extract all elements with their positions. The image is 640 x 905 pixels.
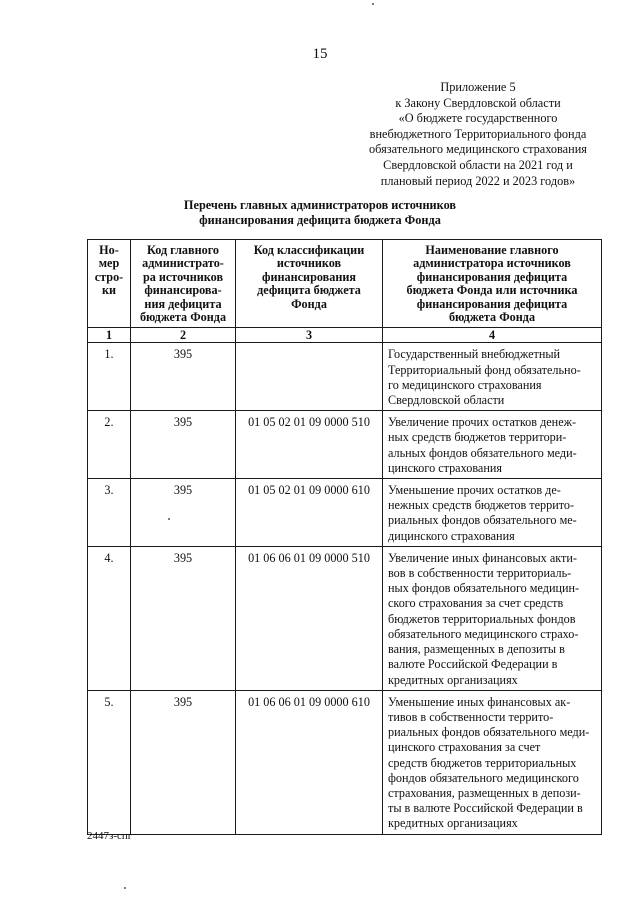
table-header-row [88, 240, 602, 328]
table-row [88, 690, 602, 834]
classification-code: 01 05 02 01 09 0000 610 [236, 479, 383, 547]
header-admin-code: Код главного администрато- ра источников финансирова- ния дефицита бюджета Фонда [131, 240, 236, 328]
header-row-number: Но- мер стро- ки [88, 240, 131, 328]
appendix-line: Приложение 5 [440, 80, 516, 94]
column-number: 2 [131, 328, 236, 343]
row-number: 2. [88, 411, 131, 479]
row-number: 5. [88, 690, 131, 834]
table-row [88, 479, 602, 547]
classification-code: 01 06 06 01 09 0000 510 [236, 546, 383, 690]
header-name: Наименование главного администратора источников финансирования дефицита бюджета Фонда или источника финансирования дефицита бюджета Фонда [383, 240, 602, 328]
source-name: Увеличение прочих остатков денеж- ных средств бюджетов территори- альных фондов обязательного меди- цинского страхования [383, 411, 602, 479]
appendix-header [360, 80, 596, 189]
row-number: 4. [88, 546, 131, 690]
admin-code: 395 [131, 690, 236, 834]
table-row [88, 546, 602, 690]
appendix-line: плановый период 2022 и 2023 годов» [380, 173, 576, 188]
source-name: Уменьшение иных финансовых ак- тивов в собственности террито- риальных фондов обязательного меди- цинского страхования за счет средств бюджетов территориальных фондов обязательного медицинского страхования, размещенных в депози- ты в валюте Российской Федерации в кредитных организациях [383, 690, 602, 834]
column-number: 4 [383, 328, 602, 343]
scan-speck [168, 518, 170, 520]
appendix-line: к Закону Свердловской области [395, 95, 561, 110]
row-number: 3. [88, 479, 131, 547]
table-row [88, 343, 602, 411]
source-name: Увеличение иных финансовых акти- вов в собственности территориаль- ных фондов обязательного медицин- ского страхования за счет средств бюджетов территориальных фондов обязательного медицинского страхо- вания, размещенных в депозиты в валюте Российской Федерации в кредитных организациях [383, 546, 602, 690]
column-number-row [88, 328, 602, 343]
appendix-line: Свердловской области на 2021 год и [383, 157, 573, 172]
column-number: 3 [236, 328, 383, 343]
administrator-name: Государственный внебюджетный Территориальный фонд обязательно- го медицинского страхования Свердловской области [383, 343, 602, 411]
page-number: 15 [312, 46, 328, 62]
title-line: Перечень главных администраторов источников [183, 198, 457, 212]
appendix-line: внебюджетного Территориального фонда [369, 126, 587, 141]
scan-speck [124, 887, 126, 889]
scan-speck [372, 3, 374, 5]
document-code: 2447з-спг [87, 830, 133, 842]
appendix-line: «О бюджете государственного [398, 111, 558, 126]
column-number: 1 [88, 328, 131, 343]
table-row [88, 411, 602, 479]
header-classification-code: Код классификации источников финансирования дефицита бюджета Фонда [236, 240, 383, 328]
classification-code: 01 06 06 01 09 0000 610 [236, 690, 383, 834]
classification-code [236, 343, 383, 411]
document-title [0, 198, 640, 228]
administrators-table [87, 239, 602, 835]
appendix-line: обязательного медицинского страхования [369, 142, 587, 157]
source-name: Уменьшение прочих остатков де- нежных средств бюджетов террито- риальных фондов обязательного ме- дицинского страхования [383, 479, 602, 547]
admin-code: 395 [131, 343, 236, 411]
title-line: финансирования дефицита бюджета Фонда [199, 213, 441, 227]
admin-code: 395 [131, 546, 236, 690]
admin-code: 395 [131, 479, 236, 547]
admin-code: 395 [131, 411, 236, 479]
row-number: 1. [88, 343, 131, 411]
classification-code: 01 05 02 01 09 0000 510 [236, 411, 383, 479]
